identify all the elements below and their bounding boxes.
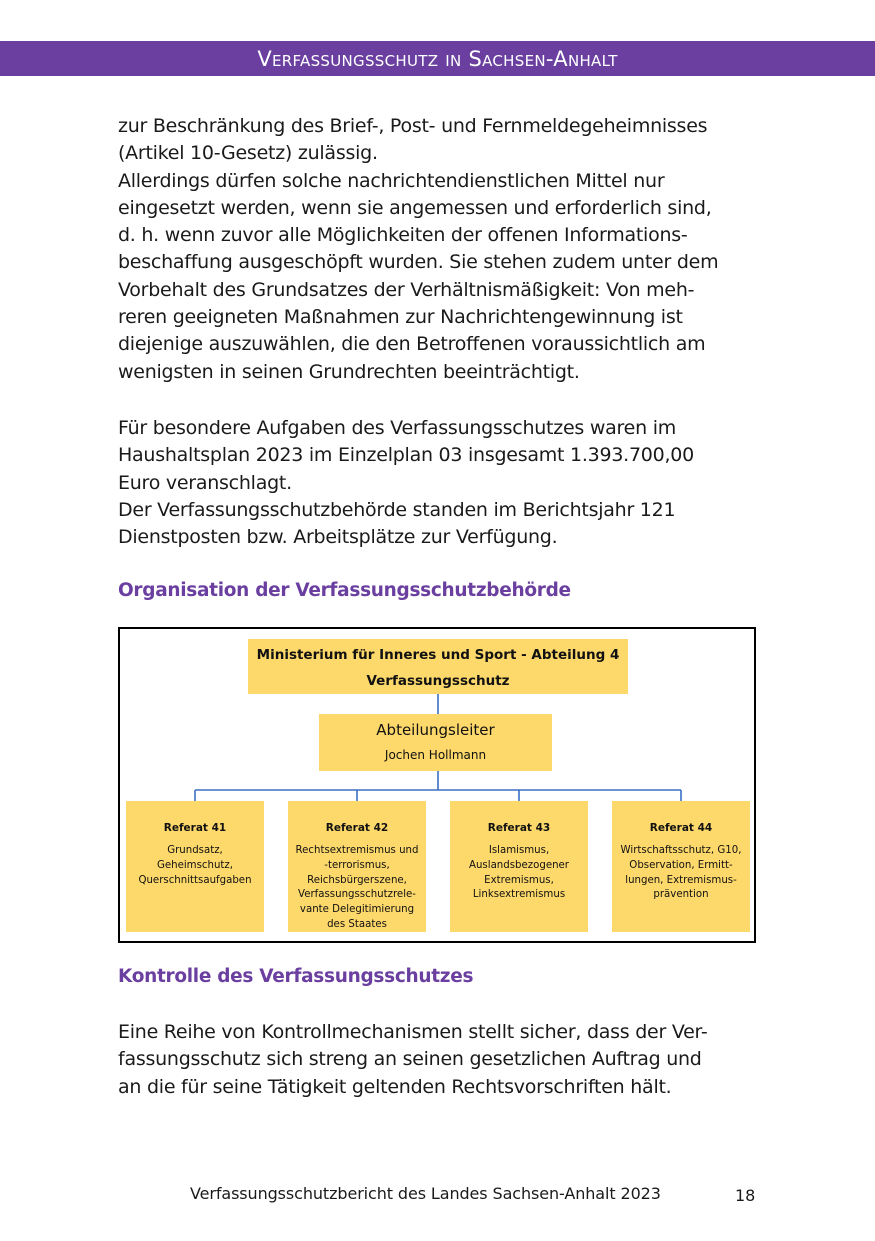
referat-line: -terrorismus, [324, 859, 390, 871]
referat-title: Referat 42 [325, 822, 389, 834]
referat-line: Geheimschutz, [156, 859, 234, 871]
referat-line: Grundsatz, [167, 845, 223, 856]
text-line: Euro veranschlagt. [118, 471, 292, 494]
referat-line: Rechtsextremismus und [295, 845, 419, 856]
referat-line: Islamismus, [488, 845, 550, 856]
referat-line: Extremismus, [484, 874, 554, 886]
head-title: Abteilungsleiter [376, 721, 495, 739]
org-box-ministry [248, 639, 628, 694]
referat-line: Querschnittsaufgaben [138, 874, 252, 886]
referat-line: des Staates [327, 918, 387, 930]
referat-line: vante Delegitimierung [299, 904, 415, 916]
section-heading-control: Kontrolle des Verfassungsschutzes [118, 966, 474, 987]
head-name: Jochen Hollmann [384, 748, 487, 762]
referat-line: Reichsbürgerszene, [307, 874, 407, 886]
text-line: beschaffung ausgeschöpft wurden. Sie stehen zudem unter dem [118, 251, 719, 274]
text-line: fassungsschutz sich streng an seinen gesetzlichen Auftrag und [118, 1048, 702, 1071]
referat-line: prävention [653, 889, 709, 901]
org-box-referat-43 [450, 801, 588, 932]
text-line: Allerdings dürfen solche nachrichtendienstlichen Mittel nur [118, 169, 665, 192]
page-header-title: Verfassungsschutz in Sachsen-Anhalt [257, 47, 618, 71]
ministry-label: Ministerium für Inneres und Sport - Abteilung 4 [256, 647, 620, 663]
footer-report-title: Verfassungsschutzbericht des Landes Sachsen-Anhalt 2023 [190, 1184, 661, 1203]
org-box-department-head [319, 714, 552, 771]
page-number: 18 [735, 1186, 756, 1205]
text-line: Eine Reihe von Kontrollmechanismen stellt sicher, dass der Ver- [118, 1021, 708, 1043]
referat-title: Referat 43 [487, 822, 551, 834]
referat-description [452, 844, 586, 903]
referat-title: Referat 41 [163, 822, 227, 834]
text-line: zur Beschränkung des Brief-, Post- und Fernmeldegeheimnisses [118, 115, 708, 137]
referat-description [614, 844, 748, 903]
paragraph-control [118, 1019, 768, 1101]
text-line: Haushaltsplan 2023 im Einzelplan 03 insgesamt 1.393.700,00 [118, 444, 694, 467]
referat-line: lungen, Extremismus- [625, 874, 737, 886]
department-label: Verfassungsschutz [366, 673, 510, 689]
referat-line: Linksextremismus [472, 889, 566, 901]
referat-line: Observation, Ermitt- [629, 859, 733, 871]
text-line: eingesetzt werden, wenn sie angemessen und erforderlich sind, [118, 196, 712, 219]
text-line: diejenige auszuwählen, die den Betroffenen voraussichtlich am [118, 333, 706, 356]
org-box-referat-44 [612, 801, 750, 932]
paragraph-budget [118, 415, 768, 551]
referat-title: Referat 44 [649, 822, 713, 834]
referat-line: Verfassungsschutzrele- [298, 889, 416, 901]
text-line: Vorbehalt des Grundsatzes der Verhältnismäßigkeit: Von meh- [118, 278, 695, 301]
referat-line: Wirtschaftsschutz, G10, [620, 845, 742, 856]
referat-description [290, 844, 424, 933]
text-line: wenigsten in seinen Grundrechten beeinträchtigt. [118, 360, 580, 383]
text-line: (Artikel 10-Gesetz) zulässig. [118, 142, 378, 165]
text-line: d. h. wenn zuvor alle Möglichkeiten der offenen Informations- [118, 224, 688, 247]
section-heading-organisation: Organisation der Verfassungsschutzbehörde [118, 580, 571, 601]
org-chart [118, 627, 756, 943]
text-line: Der Verfassungsschutzbehörde standen im Berichtsjahr 121 [118, 498, 676, 521]
paragraph-intelligence-means [118, 113, 768, 386]
referat-description [128, 844, 262, 888]
text-line: an die für seine Tätigkeit geltenden Rechtsvorschriften hält. [118, 1075, 672, 1098]
text-line: Für besondere Aufgaben des Verfassungsschutzes waren im [118, 417, 676, 439]
text-line: Dienstposten bzw. Arbeitsplätze zur Verfügung. [118, 526, 558, 549]
org-box-referat-41 [126, 801, 264, 932]
referat-line: Auslandsbezogener [469, 859, 569, 871]
org-box-referat-42 [288, 801, 426, 932]
text-line: reren geeigneten Maßnahmen zur Nachrichtengewinnung ist [118, 306, 683, 329]
